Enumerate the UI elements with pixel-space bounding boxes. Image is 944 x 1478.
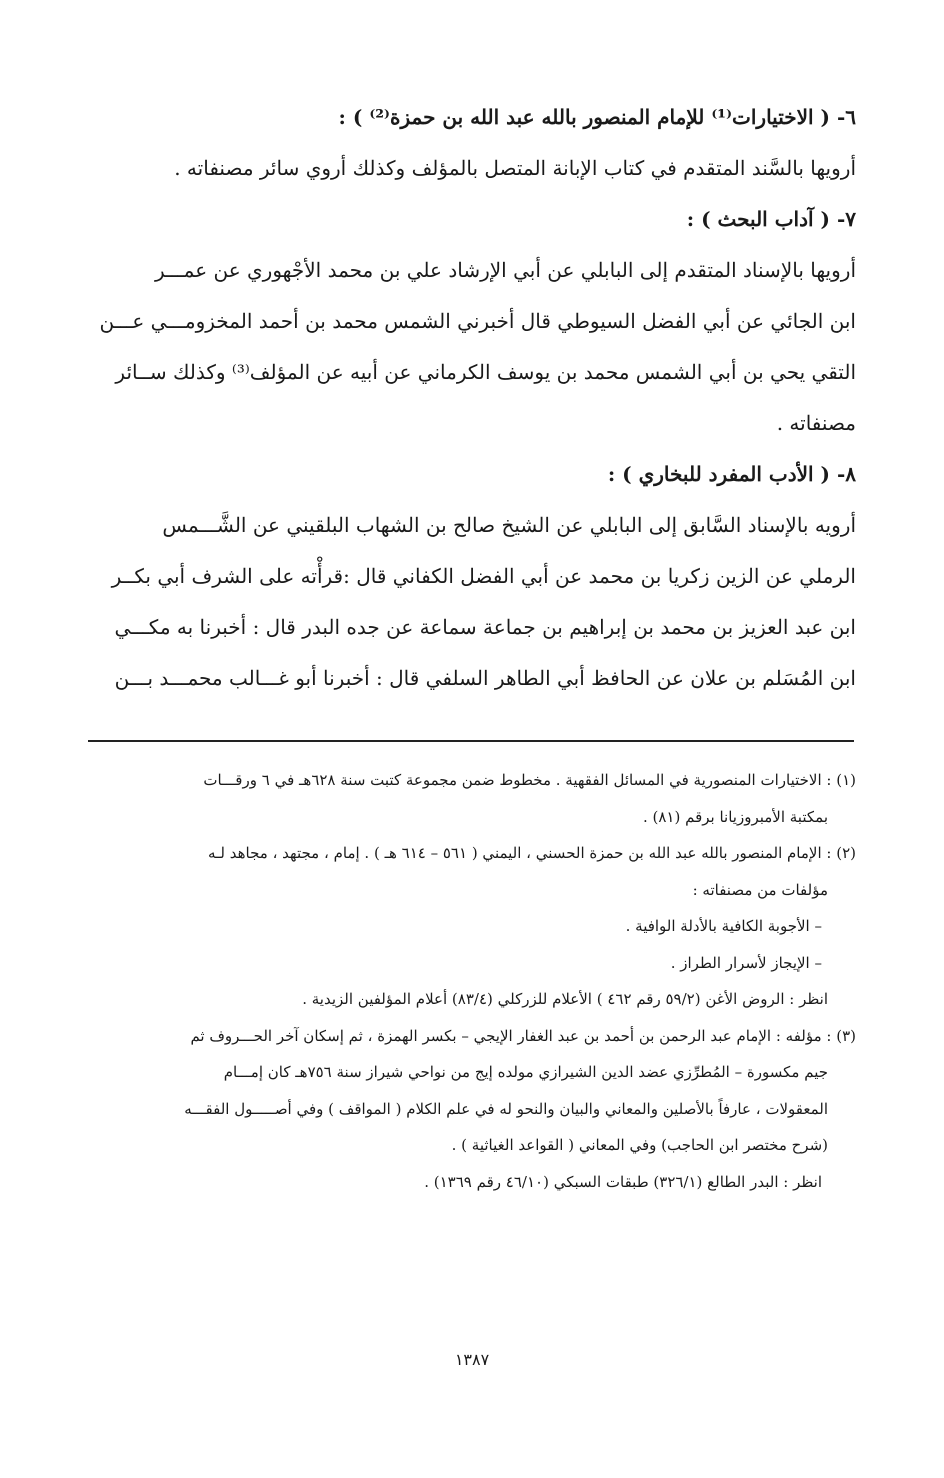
footnote-line: (٢) : الإمام المنصور بالله عبد الله بن حمزة الحسني ، اليمني ( ٥٦١ – ٦١٤ هـ ) . إمام ، مجتهد ، مجاهد لـه bbox=[207, 844, 856, 862]
footnote-line: بمكتبة الأمبروزيانا برقم (٨١) . bbox=[642, 807, 828, 826]
text-line: مصنفاته . bbox=[776, 411, 856, 435]
text-line: التقي يحي بن أبي الشمس محمد بن يوسف الكرماني عن أبيه عن المؤلف⁽³⁾ وكذلك ســائر bbox=[115, 360, 856, 384]
footnote-line: انظر : الروض الأغن (٥٩/٢ رقم ٤٦٢ ) الأعلام للزركلي (٨٣/٤) أعلام المؤلفين الزيدية . bbox=[302, 990, 828, 1008]
footnote-line: جيم مكسورة – المُطرِّزي عضد الدين الشيرازي مولده إيج من نواحي شيراز سنة ٧٥٦هـ كان إمـــام bbox=[223, 1063, 828, 1081]
text-line: ابن المُسَلم بن علان عن الحافظ أبي الطاهر السلفي قال : أخبرنا أبو غـــالب محمـــد بـــن bbox=[114, 666, 856, 690]
footnote-line: (١) : الاختيارات المنصورية في المسائل الفقهية . مخطوط ضمن مجموعة كتبت سنة ٦٢٨هـ في ٦ ورقـــات bbox=[203, 771, 856, 789]
text-line: ٦- ( الاختيارات⁽¹⁾ للإمام المنصور بالله عبد الله بن حمزة⁽²⁾ ) : bbox=[338, 105, 856, 129]
page-number: ١٣٨٧ bbox=[454, 1350, 490, 1369]
footnote-line: انظر : البدر الطالع (٣٢٦/١) طبقات السبكي (٤٦/١٠ رقم ١٣٦٩) . bbox=[424, 1172, 822, 1191]
text-line: ابن الجائي عن أبي الفضل السيوطي قال أخبرني الشمس محمد بن أحمد المخزومـــي عـــن bbox=[99, 309, 856, 333]
footnote-line: (شرح مختصر ابن الحاجب) وفي المعاني ( القواعد الغياثية ) . bbox=[451, 1136, 828, 1154]
footnote-line: المعقولات ، عارفاً بالأصلين والمعاني والبيان والنحو له في علم الكلام ( المواقف ) وفي أصـــــول الفقـــه bbox=[184, 1099, 828, 1118]
text-line: ٧- ( آداب البحث ) : bbox=[686, 207, 856, 231]
footnote-line: – الأجوبة الكافية بالأدلة الوافية . bbox=[625, 917, 822, 935]
footnote-line: مؤلفات من مصنفاته : bbox=[692, 880, 828, 899]
footnote-line: – الإيجاز لأسرار الطراز . bbox=[670, 953, 822, 972]
text-line: ابن عبد العزيز بن محمد بن إبراهيم بن جماعة سماعة عن جده البدر قال : أخبرنا به مكـــي bbox=[114, 615, 856, 639]
text-line: أرويها بالسَّند المتقدم في كتاب الإبانة المتصل بالمؤلف وكذلك أروي سائر مصنفاته . bbox=[174, 156, 856, 180]
text-line: أرويه بالإسناد السَّابق إلى البابلي عن الشيخ صالح بن الشهاب البلقيني عن الشَّـــمس bbox=[162, 513, 856, 537]
text-line: ٨- ( الأدب المفرد للبخاري ) : bbox=[607, 462, 856, 486]
footnote-divider bbox=[88, 740, 854, 742]
footnotes bbox=[84, 762, 856, 1200]
text-line: أرويها بالإسناد المتقدم إلى البابلي عن أبي الإرشاد علي بن محمد الأجْهوري عن عمـــر bbox=[155, 258, 856, 282]
text-line: الرملي عن الزين زكريا بن محمد عن أبي الفضل الكفاني قال :قرأْته على الشرف أبي بكــر bbox=[111, 564, 856, 588]
main-text bbox=[84, 92, 856, 704]
footnote-line: (٣) : مؤلفه : الإمام عبد الرحمن بن أحمد بن عبد الغفار الإيجي – بكسر الهمزة ، ثم إسكان آخر الحـــروف ثم bbox=[190, 1026, 856, 1045]
